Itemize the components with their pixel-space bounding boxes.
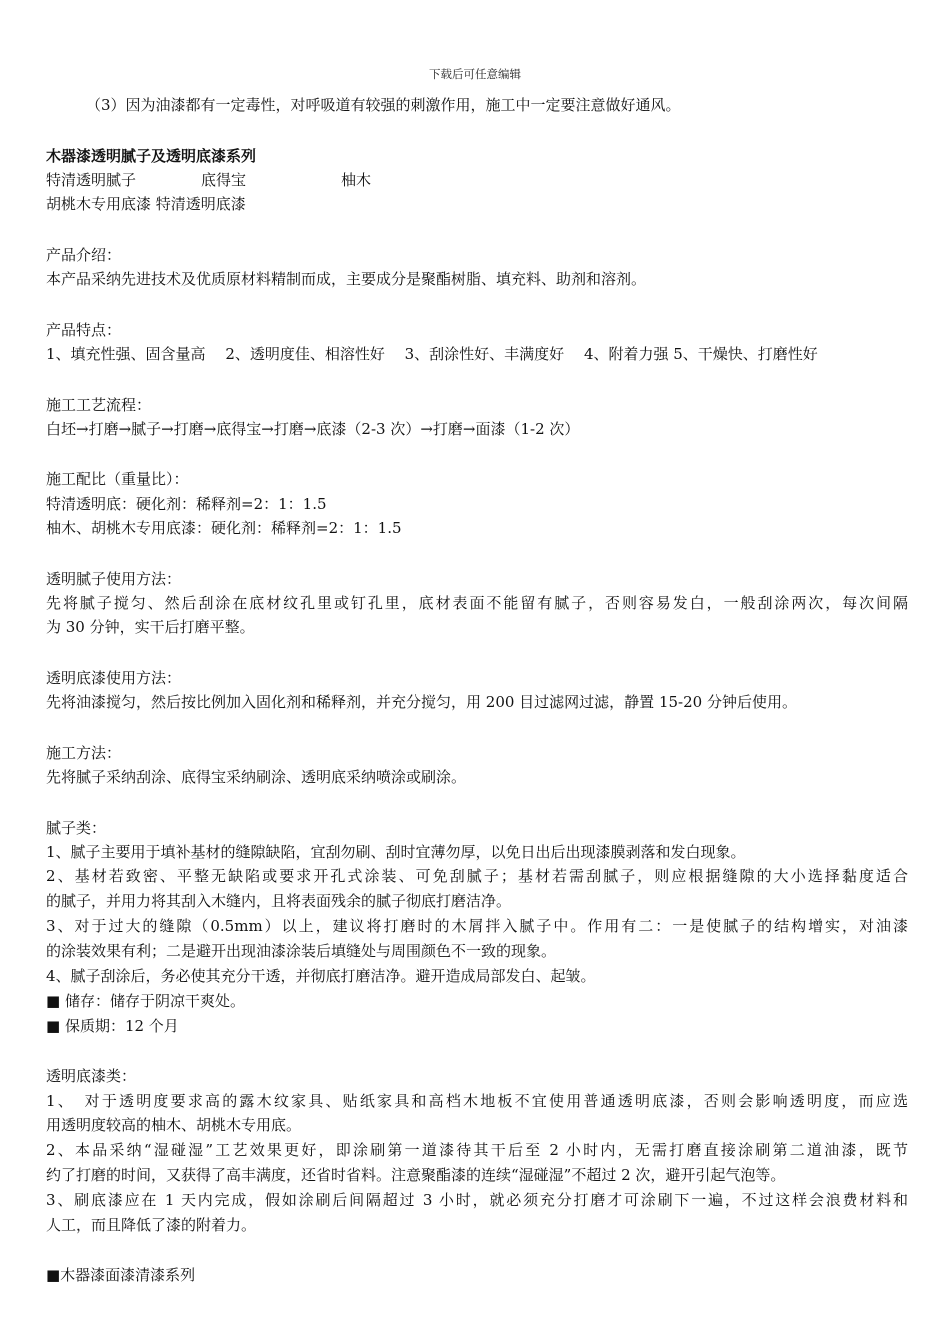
method-text: 先将腻子采纳刮涂、底得宝采纳刷涂、透明底采纳喷涂或刷涂。 bbox=[46, 768, 467, 786]
intro-text: 本产品采纳先进技术及优质原材料精制而成，主要成分是聚酯树脂、填充料、助剂和溶剂。 bbox=[46, 270, 647, 288]
features-text: 1、填充性强、固含量高 2、透明度佳、相溶性好 3、刮涂性好、丰满度好 4、附着力强 5、干燥快、打磨性好 bbox=[46, 345, 818, 363]
primer-heading: 透明底漆类： bbox=[46, 1067, 137, 1085]
intro-heading: 产品介绍： bbox=[46, 246, 122, 264]
intro-note: （3）因为油漆都有一定毒性，对呼吸道有较强的刺激作用，施工中一定要注意做好通风。 bbox=[86, 96, 681, 114]
putty-item-4: 4、腻子刮涂后，务必使其充分干透，并彻底打磨洁净。避开造成局部发白、起皱。 bbox=[46, 967, 596, 985]
product-name: 柚木 bbox=[341, 171, 372, 189]
product-name: 底得宝 bbox=[201, 171, 247, 189]
primer-item-1-line-1: 1、 对于透明度要求高的露木纹家具、贴纸家具和高档木地板不宜使用普通透明底漆，否则会影响透明度，而应选 bbox=[46, 1092, 908, 1110]
primer-use-text: 先将油漆搅匀，然后按比例加入固化剂和稀释剂，并充分搅匀，用 200 目过滤网过滤，静置 15-20 分钟后使用。 bbox=[46, 693, 797, 711]
page-header: 下载后可任意编辑 bbox=[429, 67, 521, 81]
product-row-1 bbox=[46, 170, 371, 190]
putty-use-line-1: 先将腻子搅匀、然后刮涂在底材纹孔里或钉孔里，底材表面不能留有腻子，否则容易发白，一般刮涂两次，每次间隔 bbox=[46, 594, 908, 612]
product-name: 特清透明腻子 bbox=[46, 171, 137, 189]
process-heading: 施工工艺流程： bbox=[46, 396, 152, 414]
putty-use-heading: 透明腻子使用方法： bbox=[46, 570, 182, 588]
putty-item-3-line-1: 3、对于过大的缝隙（0.5mm）以上，建议将打磨时的木屑拌入腻子中。作用有二：一是使腻子的结构增实，对油漆 bbox=[46, 917, 908, 935]
primer-item-2-line-2: 约了打磨的时间，又获得了高丰满度，还省时省料。注意聚酯漆的连续“湿碰湿”不超过 2 次，避开引起气泡等。 bbox=[46, 1166, 786, 1184]
ratio-heading: 施工配比（重量比）： bbox=[46, 470, 189, 488]
primer-item-1-line-2: 用透明度较高的柚木、胡桃木专用底。 bbox=[46, 1116, 302, 1134]
primer-item-3-line-2: 人工，而且降低了漆的附着力。 bbox=[46, 1216, 257, 1234]
putty-item-1: 1、腻子主要用于填补基材的缝隙缺陷，宜刮勿刷、刮时宜薄勿厚，以免日出后出现漆膜剥落和发白现象。 bbox=[46, 843, 746, 861]
primer-item-2-line-1: 2、本品采纳“湿碰湿”工艺效果更好，即涂刷第一道漆待其干后至 2 小时内，无需打磨直接涂刷第二道油漆，既节 bbox=[46, 1141, 908, 1159]
series-title: 木器漆透明腻子及透明底漆系列 bbox=[46, 147, 257, 165]
ratio-line-2: 柚木、胡桃木专用底漆：硬化剂：稀释剂=2：1：1.5 bbox=[46, 519, 402, 537]
primer-use-heading: 透明底漆使用方法： bbox=[46, 669, 182, 687]
ratio-line-1: 特清透明底：硬化剂：稀释剂=2：1：1.5 bbox=[46, 495, 327, 513]
putty-heading: 腻子类： bbox=[46, 819, 107, 837]
process-text: 白坯→打磨→腻子→打磨→底得宝→打磨→底漆（2-3 次）→打磨→面漆（1-2 次） bbox=[46, 420, 580, 438]
primer-item-3-line-1: 3、刷底漆应在 1 天内完成，假如涂刷后间隔超过 3 小时，就必须充分打磨才可涂刷下一遍，不过这样会浪费材料和 bbox=[46, 1191, 908, 1209]
product-row-2: 胡桃木专用底漆 特清透明底漆 bbox=[46, 195, 246, 213]
putty-item-2-line-1: 2、基材若致密、平整无缺陷或要求开孔式涂装、可免刮腻子；基材若需刮腻子，则应根据缝隙的大小选择黏度适合 bbox=[46, 867, 908, 885]
footer-section-title: ■木器漆面漆清漆系列 bbox=[46, 1266, 196, 1284]
putty-use-line-2: 为 30 分钟，实干后打磨平整。 bbox=[46, 618, 255, 636]
putty-shelf-life: ■ 保质期：12 个月 bbox=[46, 1017, 179, 1035]
putty-item-2-line-2: 的腻子，并用力将其刮入木缝内，且将表面残余的腻子彻底打磨洁净。 bbox=[46, 892, 512, 910]
putty-storage: ■ 储存：储存于阴凉干爽处。 bbox=[46, 992, 245, 1010]
putty-item-3-line-2: 的涂装效果有利；二是避开出现油漆涂装后填缝处与周围颜色不一致的现象。 bbox=[46, 942, 557, 960]
features-heading: 产品特点： bbox=[46, 321, 122, 339]
method-heading: 施工方法： bbox=[46, 744, 122, 762]
